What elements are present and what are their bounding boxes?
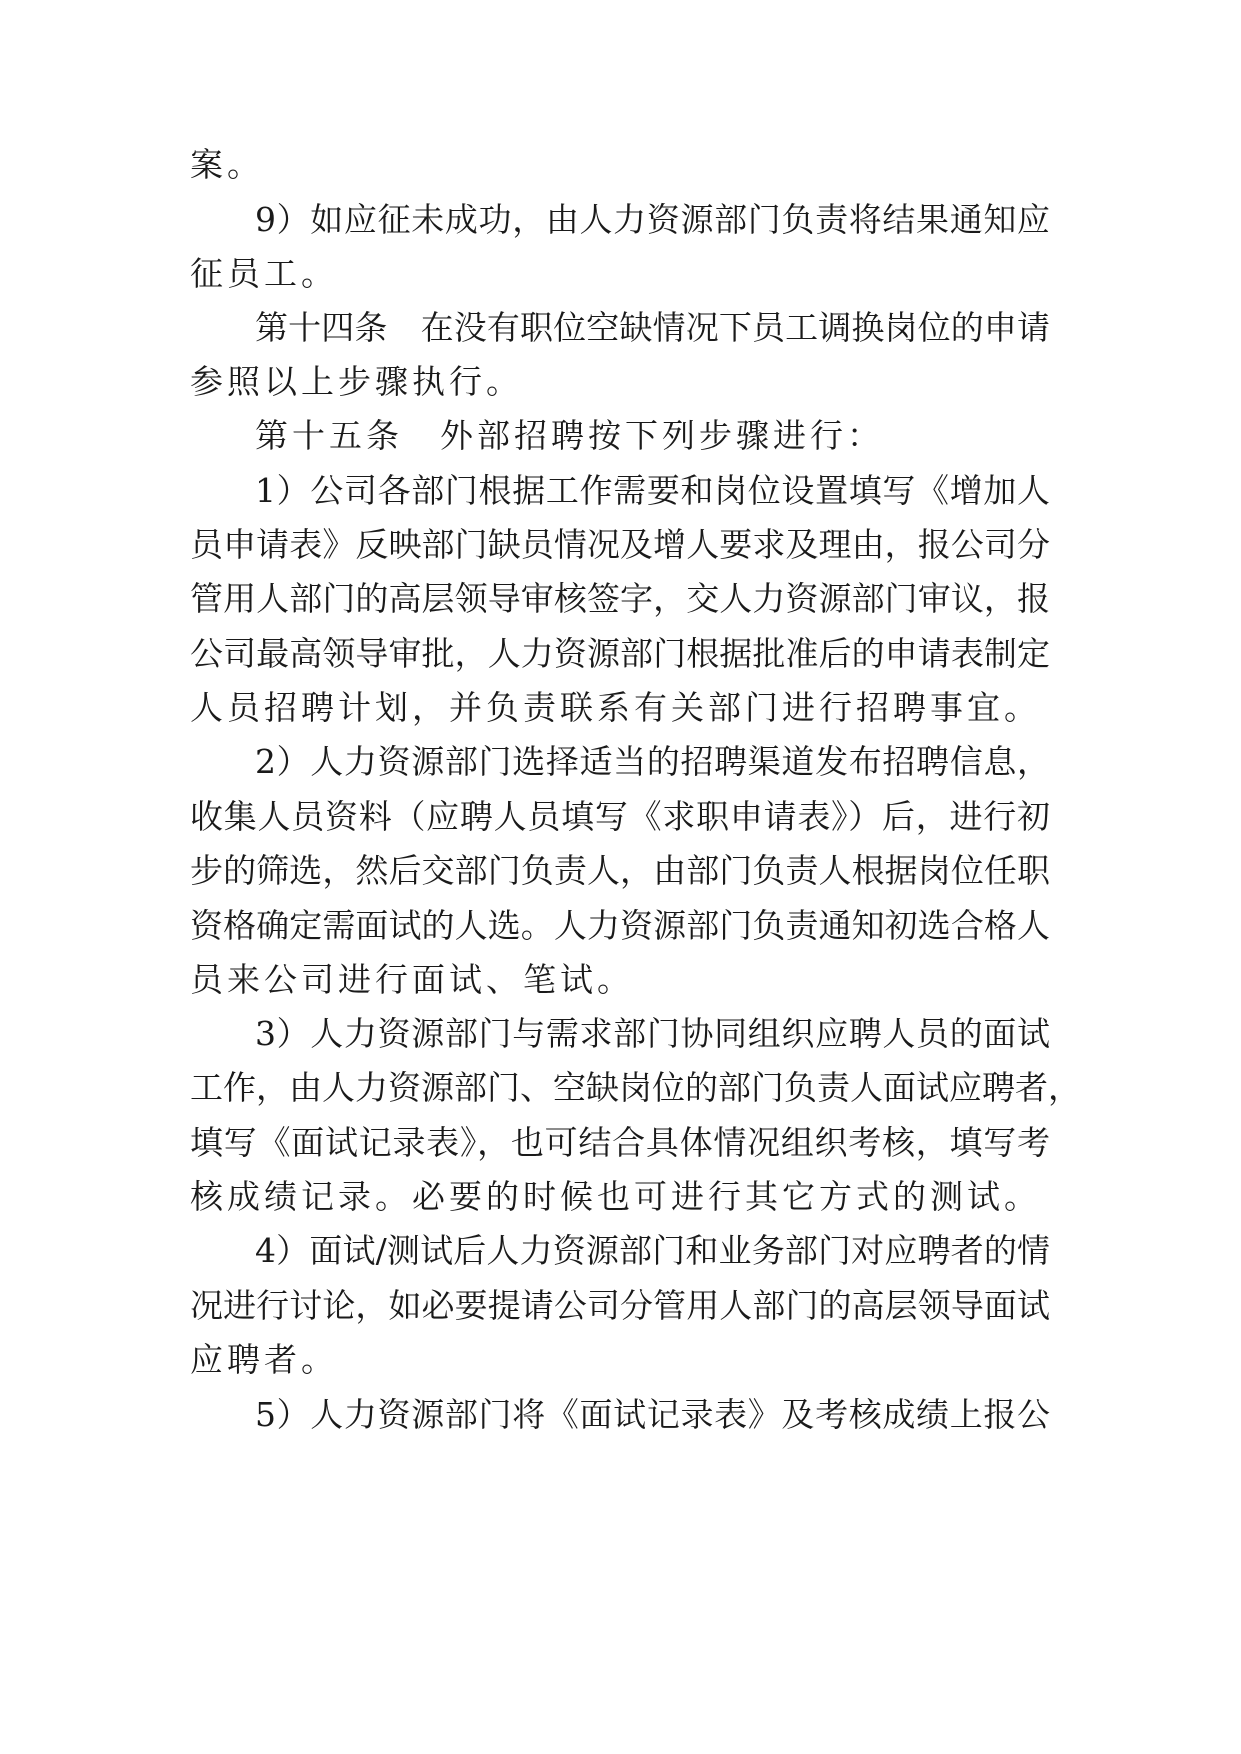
text-line: 收集人员资料（应聘人员填写《求职申请表》）后，进行初 <box>190 797 1050 836</box>
text-line: 参照以上步骤执行。 <box>190 362 523 401</box>
text-line: 员来公司进行面试、笔试。 <box>190 960 634 999</box>
text-line: 2）人力资源部门选择适当的招聘渠道发布招聘信息， <box>255 742 1050 781</box>
text-line: 资格确定需面试的人选。人力资源部门负责通知初选合格人 <box>190 906 1050 945</box>
text-line: 1）公司各部门根据工作需要和岗位设置填写《增加人 <box>255 471 1050 510</box>
text-line: 第十四条 在没有职位空缺情况下员工调换岗位的申请 <box>255 308 1050 347</box>
text-line: 步的筛选，然后交部门负责人，由部门负责人根据岗位任职 <box>190 851 1050 890</box>
text-line: 人员招聘计划，并负责联系有关部门进行招聘事宜。 <box>190 688 1041 727</box>
text-line: 9）如应征未成功，由人力资源部门负责将结果通知应 <box>255 200 1050 239</box>
text-line: 4）面试/测试后人力资源部门和业务部门对应聘者的情 <box>255 1231 1050 1270</box>
text-line: 第十五条 外部招聘按下列步骤进行： <box>255 416 884 455</box>
text-line: 征员工。 <box>190 254 338 293</box>
text-line: 5）人力资源部门将《面试记录表》及考核成绩上报公 <box>255 1395 1050 1434</box>
text-line: 公司最高领导审批，人力资源部门根据批准后的申请表制定 <box>190 634 1050 673</box>
text-line: 员申请表》反映部门缺员情况及增人要求及理由，报公司分 <box>190 525 1050 564</box>
text-line: 况进行讨论，如必要提请公司分管用人部门的高层领导面试 <box>190 1286 1050 1325</box>
text-line: 工作，由人力资源部门、空缺岗位的部门负责人面试应聘者， <box>190 1068 1081 1107</box>
text-line: 案。 <box>190 145 264 184</box>
text-line: 管用人部门的高层领导审核签字，交人力资源部门审议，报 <box>190 579 1050 618</box>
text-line: 应聘者。 <box>190 1340 338 1379</box>
text-line: 核成绩记录。必要的时候也可进行其它方式的测试。 <box>190 1177 1041 1216</box>
text-line: 填写《面试记录表》，也可结合具体情况组织考核，填写考 <box>190 1123 1050 1162</box>
text-line: 3）人力资源部门与需求部门协同组织应聘人员的面试 <box>255 1014 1050 1053</box>
